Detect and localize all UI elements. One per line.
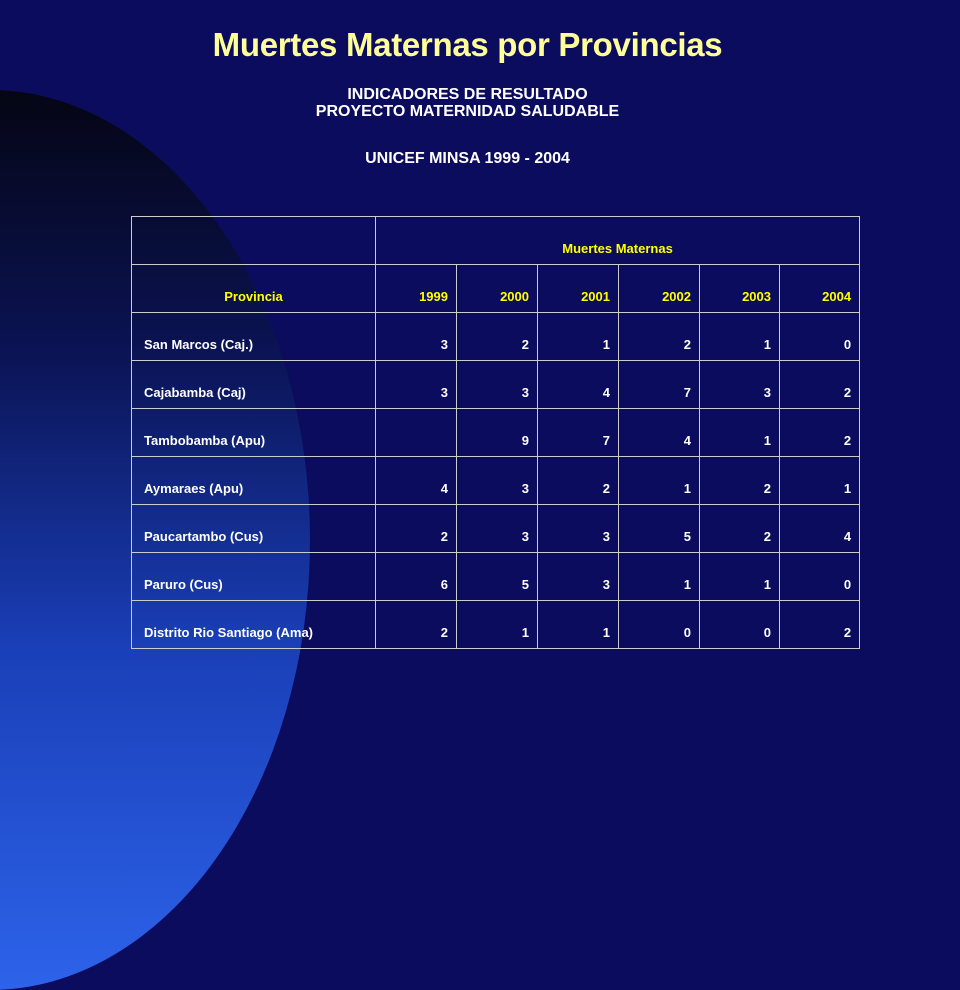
death-count-cell: 3 [457, 361, 538, 409]
death-count-cell: 2 [538, 457, 619, 505]
province-name-cell: Aymaraes (Apu) [132, 457, 376, 505]
death-count-cell: 3 [376, 313, 457, 361]
death-count-cell: 1 [780, 457, 860, 505]
table-row [132, 457, 860, 505]
death-count-cell: 4 [376, 457, 457, 505]
death-count-cell: 6 [376, 553, 457, 601]
column-header-year: 2000 [457, 265, 538, 313]
province-name-cell: Paruro (Cus) [132, 553, 376, 601]
death-count-cell: 0 [780, 313, 860, 361]
column-header-year: 2004 [780, 265, 860, 313]
death-count-cell: 7 [619, 361, 700, 409]
death-count-cell: 5 [457, 553, 538, 601]
province-name-cell: Paucartambo (Cus) [132, 505, 376, 553]
death-count-cell: 9 [457, 409, 538, 457]
table-row [132, 553, 860, 601]
death-count-cell: 2 [780, 361, 860, 409]
column-header-year: 1999 [376, 265, 457, 313]
death-count-cell: 5 [619, 505, 700, 553]
death-count-cell: 4 [619, 409, 700, 457]
death-count-cell: 1 [457, 601, 538, 649]
death-count-cell: 4 [780, 505, 860, 553]
table-column-header-row [132, 265, 860, 313]
column-header-provincia: Provincia [132, 265, 376, 313]
subtitle-project: PROYECTO MATERNIDAD SALUDABLE [315, 103, 620, 120]
death-count-cell: 2 [780, 409, 860, 457]
death-count-cell: 1 [700, 553, 780, 601]
table-corner-cell [132, 217, 376, 265]
death-count-cell: 2 [457, 313, 538, 361]
maternal-deaths-table [131, 216, 860, 649]
death-count-cell: 3 [457, 457, 538, 505]
province-name-cell: San Marcos (Caj.) [132, 313, 376, 361]
death-count-cell: 0 [700, 601, 780, 649]
province-name-cell: Distrito Rio Santiago (Ama) [132, 601, 376, 649]
slide-title: Muertes Maternas por Provincias [212, 26, 723, 63]
table-row [132, 601, 860, 649]
death-count-cell: 1 [538, 601, 619, 649]
death-count-cell: 4 [538, 361, 619, 409]
table-group-header-row [132, 217, 860, 265]
death-count-cell: 3 [700, 361, 780, 409]
table-row [132, 505, 860, 553]
province-name-cell: Tambobamba (Apu) [132, 409, 376, 457]
death-count-cell [376, 409, 457, 457]
province-name-cell: Cajabamba (Caj) [132, 361, 376, 409]
column-header-year: 2001 [538, 265, 619, 313]
death-count-cell: 0 [780, 553, 860, 601]
death-count-cell: 2 [376, 601, 457, 649]
death-count-cell: 3 [376, 361, 457, 409]
table-row [132, 313, 860, 361]
table-row [132, 361, 860, 409]
group-header-muertes-maternas: Muertes Maternas [376, 217, 860, 265]
death-count-cell: 2 [619, 313, 700, 361]
table-row [132, 409, 860, 457]
death-count-cell: 1 [700, 313, 780, 361]
death-count-cell: 2 [780, 601, 860, 649]
death-count-cell: 0 [619, 601, 700, 649]
death-count-cell: 1 [538, 313, 619, 361]
death-count-cell: 7 [538, 409, 619, 457]
death-count-cell: 1 [619, 553, 700, 601]
death-count-cell: 1 [700, 409, 780, 457]
subtitle-indicators: INDICADORES DE RESULTADO [347, 86, 588, 103]
column-header-year: 2002 [619, 265, 700, 313]
death-count-cell: 3 [538, 553, 619, 601]
death-count-cell: 1 [619, 457, 700, 505]
death-count-cell: 2 [376, 505, 457, 553]
death-count-cell: 3 [457, 505, 538, 553]
death-count-cell: 3 [538, 505, 619, 553]
column-header-year: 2003 [700, 265, 780, 313]
death-count-cell: 2 [700, 505, 780, 553]
death-count-cell: 2 [700, 457, 780, 505]
subtitle-sponsors: UNICEF MINSA 1999 - 2004 [365, 150, 570, 167]
